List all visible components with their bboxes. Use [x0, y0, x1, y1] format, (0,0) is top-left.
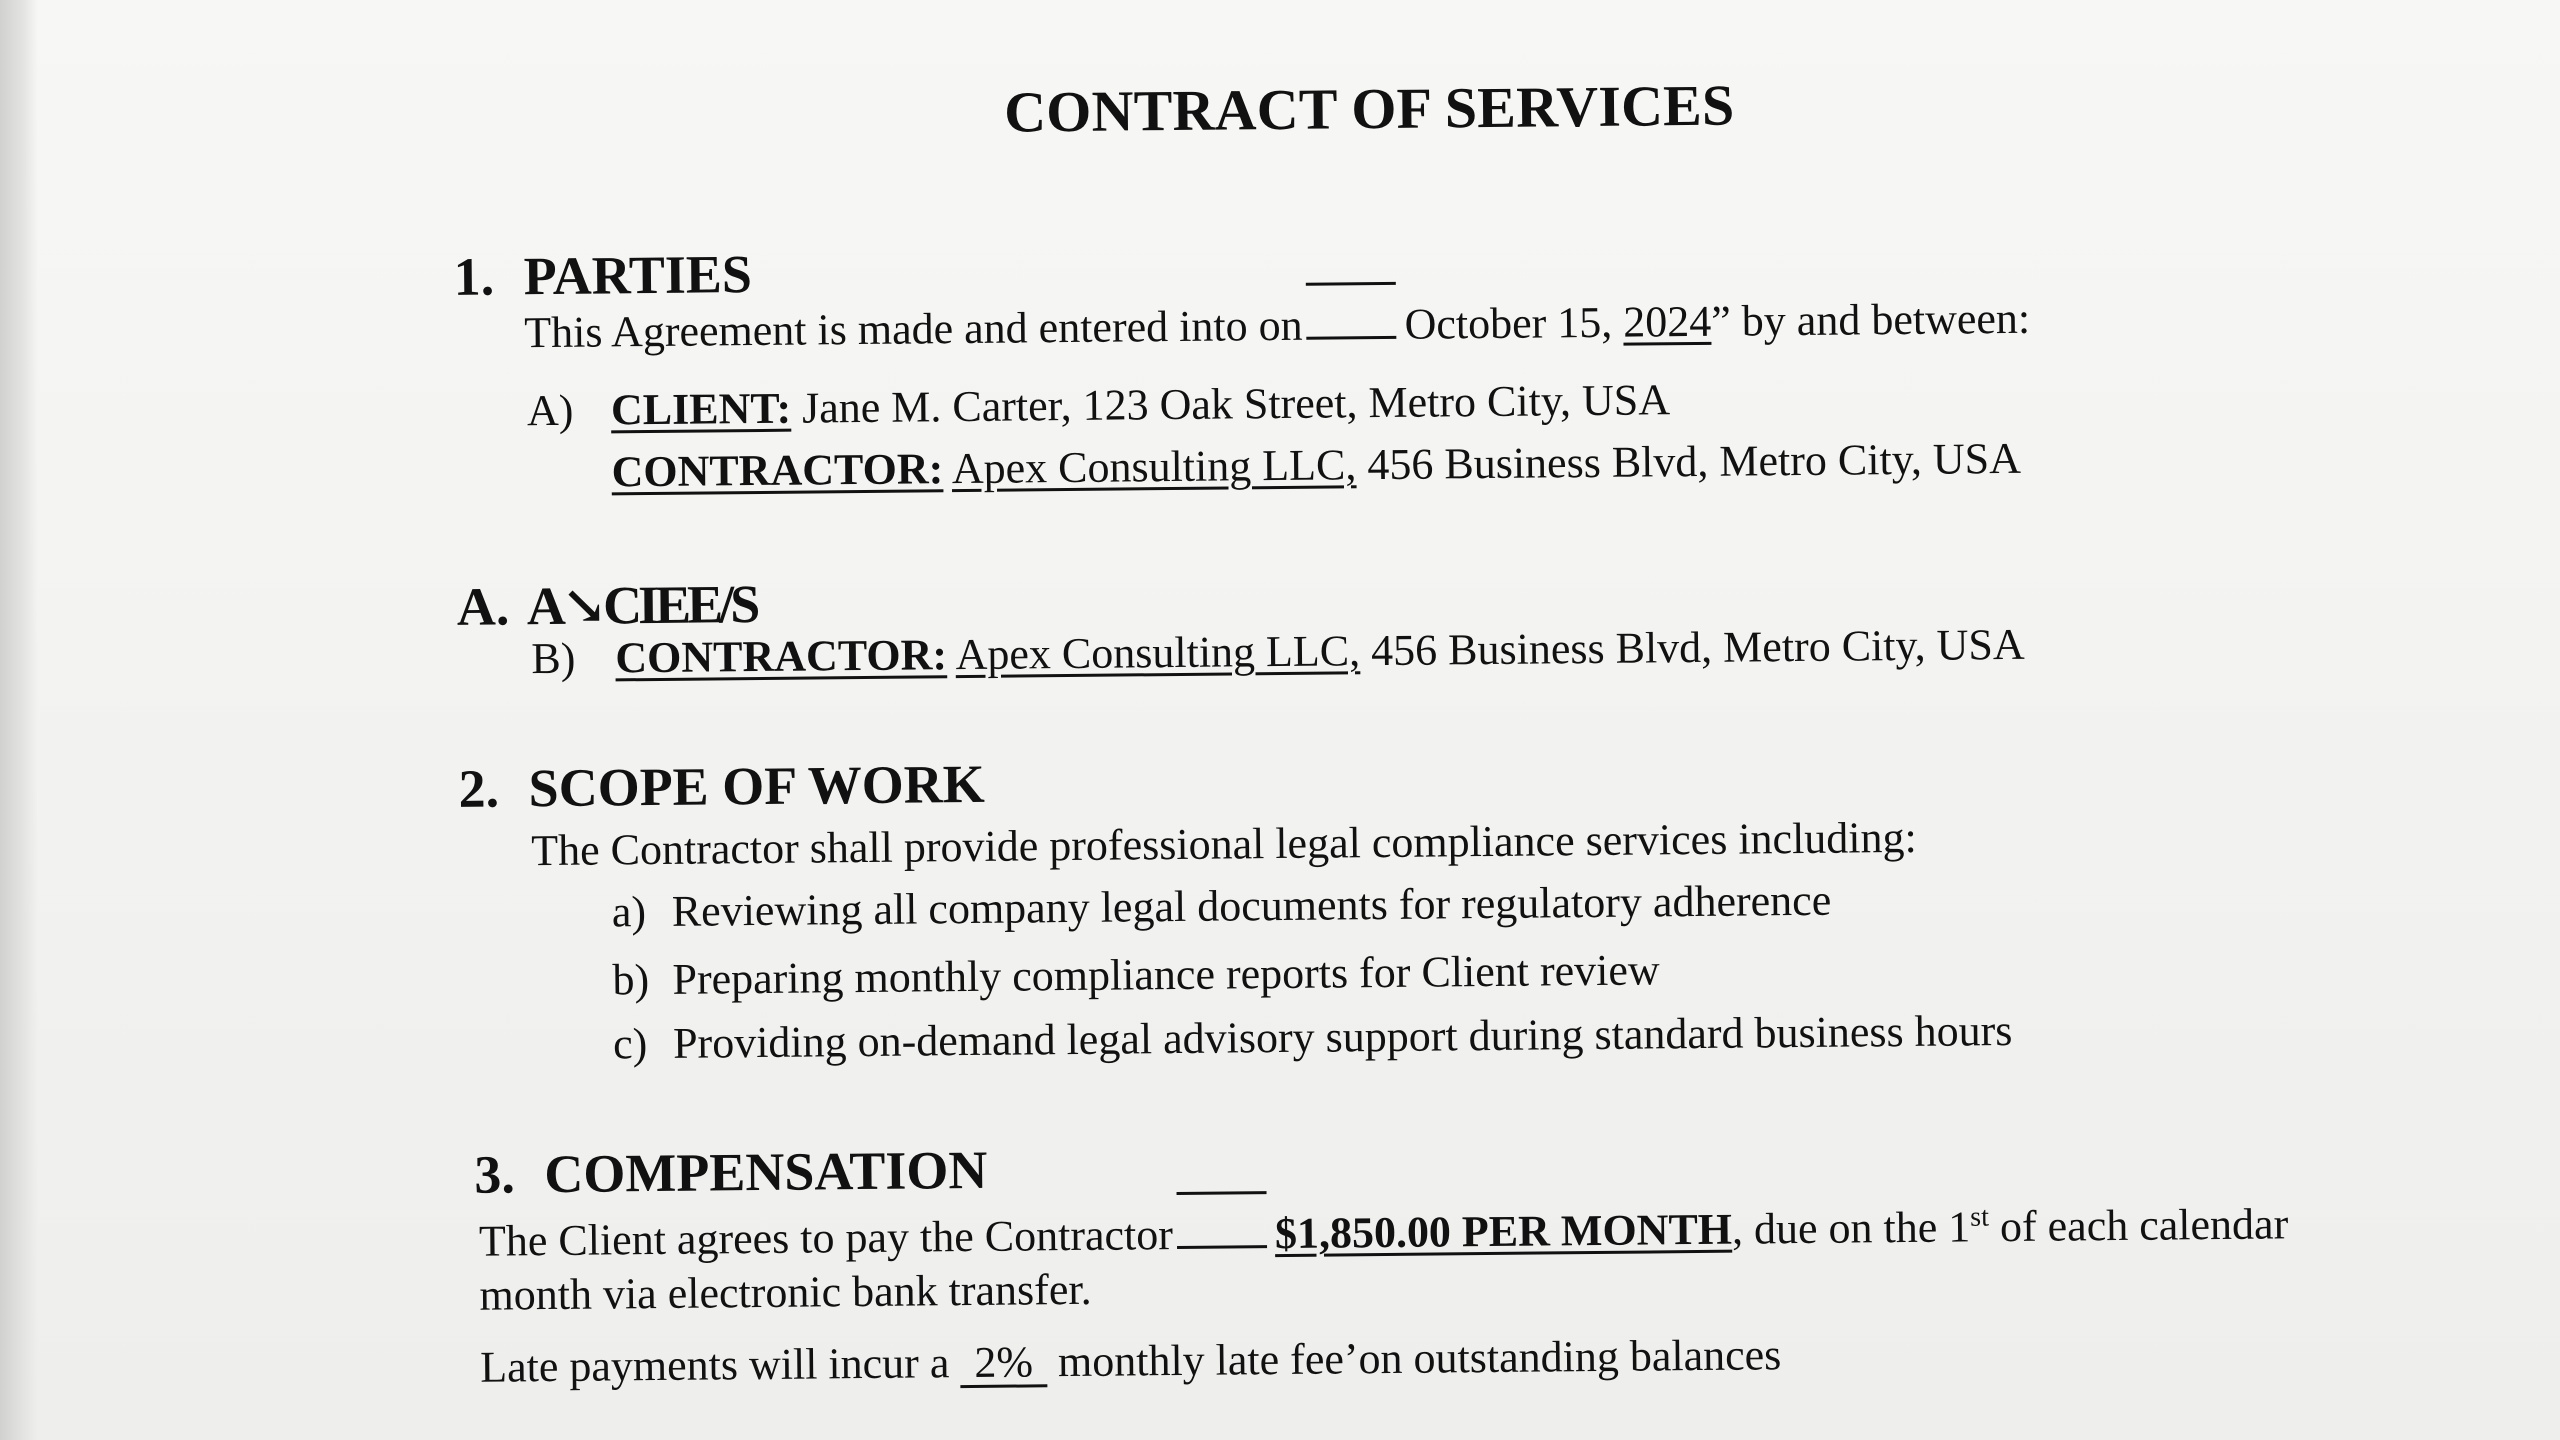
date-blank — [1306, 306, 1396, 340]
section-parties-heading — [453, 243, 752, 308]
agreement-date: October 15, — [1404, 297, 1624, 349]
contractor-address: 456 Business Blvd, Metro City, USA — [1370, 619, 2025, 676]
calendar-text: of each calendar — [1988, 1199, 2289, 1252]
section-scope-heading — [458, 753, 985, 820]
scope-item — [613, 1005, 2013, 1069]
late-fee-line — [480, 1329, 1782, 1392]
intro-text: This Agreement is made and entered into on — [524, 300, 1303, 358]
due-text: , due on the 1 — [1731, 1202, 1971, 1254]
section-compensation-heading — [474, 1139, 988, 1206]
section-title: COMPENSATION — [544, 1139, 988, 1205]
item-label: A) — [526, 385, 574, 436]
late-fee-text: Late payments will incur a — [479, 1338, 950, 1392]
compensation-amount: $1,850.00 PER MONTH — [1274, 1204, 1733, 1259]
section-number: 3. — [474, 1144, 516, 1205]
compensation-line — [479, 1198, 2289, 1266]
section-title: PARTIES — [523, 244, 753, 307]
amount-blank — [1177, 1215, 1267, 1249]
client-label: CLIENT: — [610, 383, 792, 435]
scope-item-label: a) — [611, 887, 647, 937]
scope-item-label: c) — [612, 1019, 648, 1069]
scope-item-text: Preparing monthly compliance reports for Client review — [672, 945, 1660, 1004]
contractor-name: Apex Consulting LLC, — [951, 440, 1357, 494]
item-label: B) — [531, 633, 576, 684]
intro-after-text: ” by and between: — [1711, 293, 2031, 346]
compensation-text: The Client agrees to pay the Contractor — [478, 1210, 1174, 1266]
contractor-address: 456 Business Blvd, Metro City, USA — [1367, 433, 2022, 490]
parties-alt-heading — [457, 571, 757, 638]
scope-intro: The Contractor shall provide professional legal compliance services including: — [530, 812, 1917, 876]
compensation-line-2: month via electronic bank transfer. — [479, 1264, 1092, 1320]
contractor-label: CONTRACTOR: — [615, 630, 948, 683]
scope-item-text: Reviewing all company legal documents for regulatory adherence — [671, 875, 1832, 936]
scope-item-text: Providing on-demand legal advisory support during standard business hours — [672, 1005, 2013, 1068]
late-fee-after: monthly late fee’on outstanding balances — [1057, 1330, 1782, 1387]
late-fee-rate: 2% — [960, 1340, 1047, 1388]
document-title: CONTRACT OF SERVICES — [1003, 72, 1735, 145]
contractor-name: Apex Consulting LLC, — [955, 626, 1361, 680]
section-title: SCOPE OF WORK — [528, 753, 985, 819]
section-number: 2. — [458, 758, 500, 819]
contractor-line — [611, 433, 2021, 498]
section-number: 1. — [453, 246, 495, 307]
garbled-text: A↘CIEE/S — [526, 574, 757, 637]
scope-item — [612, 875, 1832, 938]
alt-label: A. — [456, 576, 510, 637]
agreement-year: 2024 — [1623, 296, 1712, 347]
scope-item — [612, 944, 1660, 1005]
client-line — [527, 374, 1670, 436]
contractor-label: CONTRACTOR: — [611, 444, 944, 497]
scope-item-label: b) — [612, 955, 650, 1005]
ordinal-suffix: st — [1970, 1201, 1990, 1233]
client-value: Jane M. Carter, 123 Oak Street, Metro City, USA — [801, 375, 1671, 433]
